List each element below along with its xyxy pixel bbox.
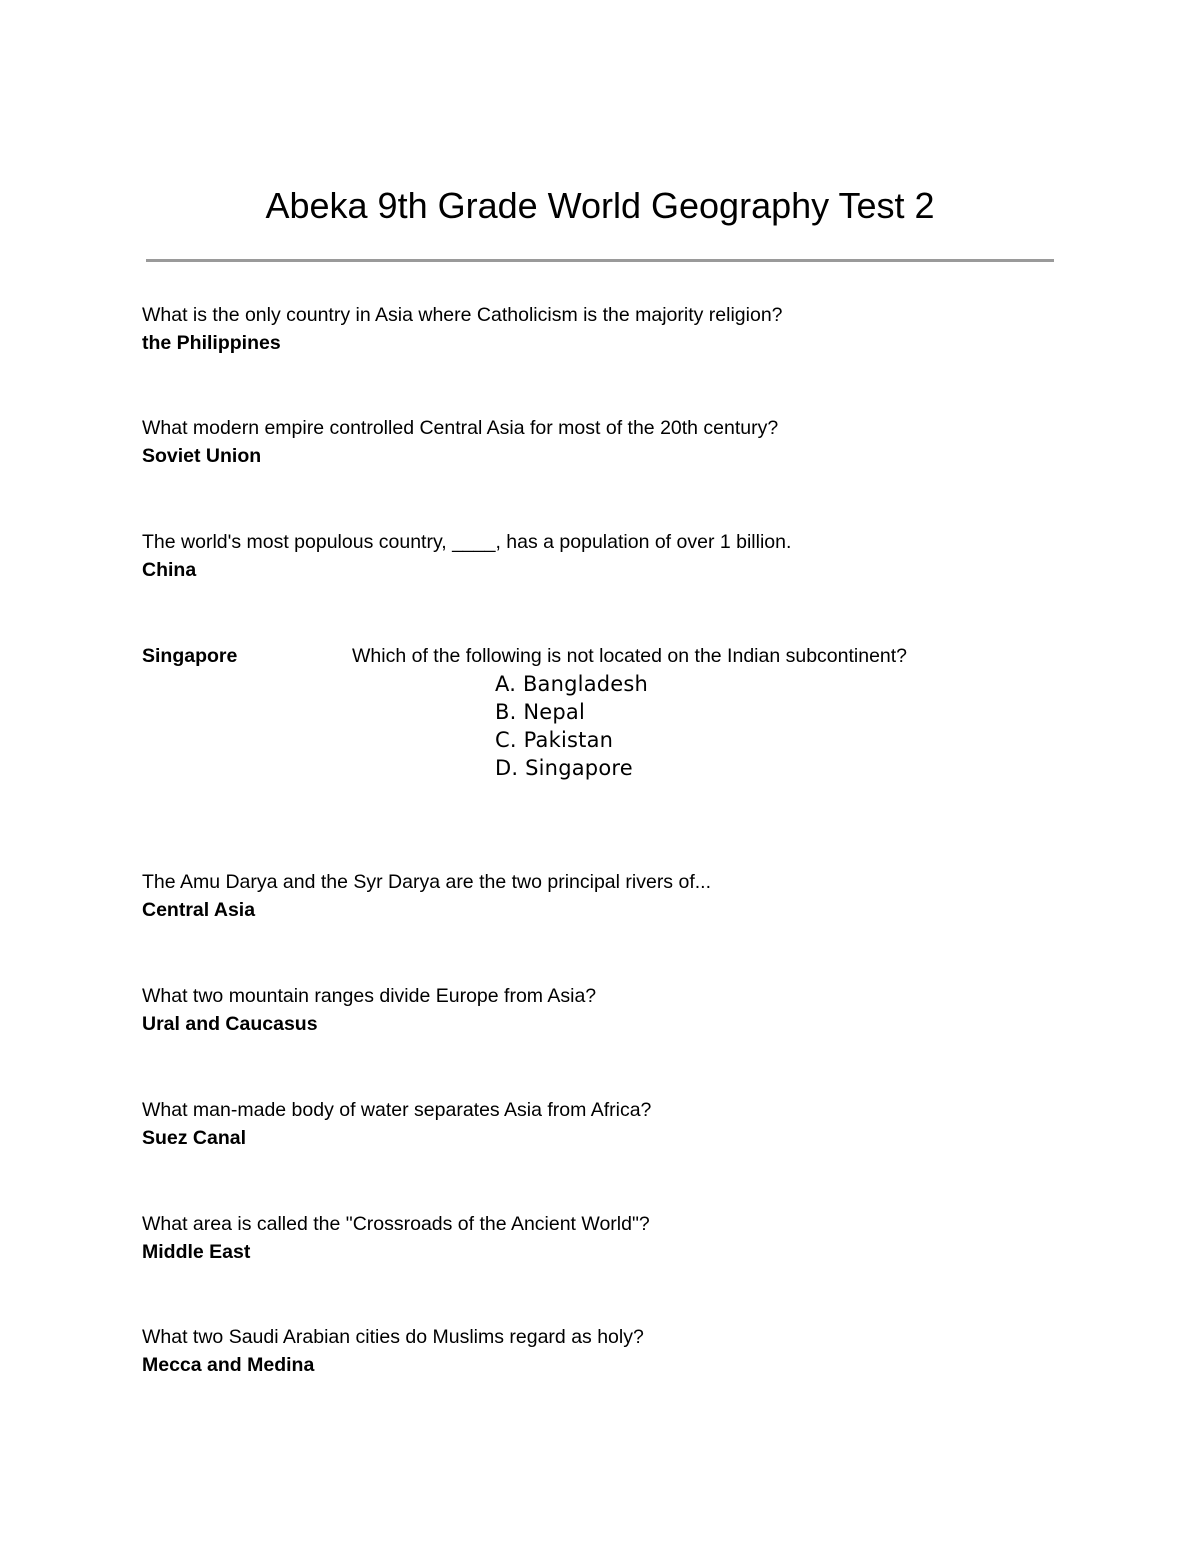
question-block-3 — [142, 528, 1062, 584]
question-block-1 — [142, 301, 1062, 357]
question-text: What two Saudi Arabian cities do Muslims regard as holy? — [142, 1326, 644, 1348]
question-block-7 — [142, 1210, 1062, 1266]
answer-text: Soviet Union — [142, 445, 262, 467]
question-block-2 — [142, 414, 1062, 470]
answer-text: Mecca and Medina — [142, 1354, 315, 1376]
mc-option-d: D. Singapore — [495, 756, 633, 780]
question-block-4 — [142, 868, 1062, 924]
question-text: The world's most populous country, ____, has a population of over 1 billion. — [142, 531, 792, 553]
question-text: What man-made body of water separates Asia from Africa? — [142, 1099, 652, 1121]
mc-option-c: C. Pakistan — [495, 728, 614, 752]
mc-option-b: B. Nepal — [495, 700, 586, 724]
title-divider — [146, 259, 1054, 262]
question-text: What modern empire controlled Central Asia for most of the 20th century? — [142, 417, 779, 439]
question-block-5 — [142, 982, 1062, 1038]
answer-text: the Philippines — [142, 332, 281, 354]
answer-text: Suez Canal — [142, 1127, 247, 1149]
answer-text: Middle East — [142, 1241, 251, 1263]
mc-answer-text: Singapore — [142, 645, 238, 667]
question-block-8 — [142, 1323, 1062, 1379]
question-text: The Amu Darya and the Syr Darya are the two principal rivers of... — [142, 871, 711, 893]
answer-text: China — [142, 559, 197, 581]
mc-question-text: Which of the following is not located on the Indian subcontinent? — [352, 645, 908, 667]
mc-option-a: A. Bangladesh — [495, 672, 649, 696]
question-text: What two mountain ranges divide Europe from Asia? — [142, 985, 597, 1007]
mc-options-list — [495, 670, 648, 782]
question-text: What is the only country in Asia where Catholicism is the majority religion? — [142, 304, 783, 326]
page-title: Abeka 9th Grade World Geography Test 2 — [265, 185, 935, 226]
question-text: What area is called the "Crossroads of the Ancient World"? — [142, 1213, 650, 1235]
answer-text: Central Asia — [142, 899, 256, 921]
answer-text: Ural and Caucasus — [142, 1013, 318, 1035]
question-block-6 — [142, 1096, 1062, 1152]
